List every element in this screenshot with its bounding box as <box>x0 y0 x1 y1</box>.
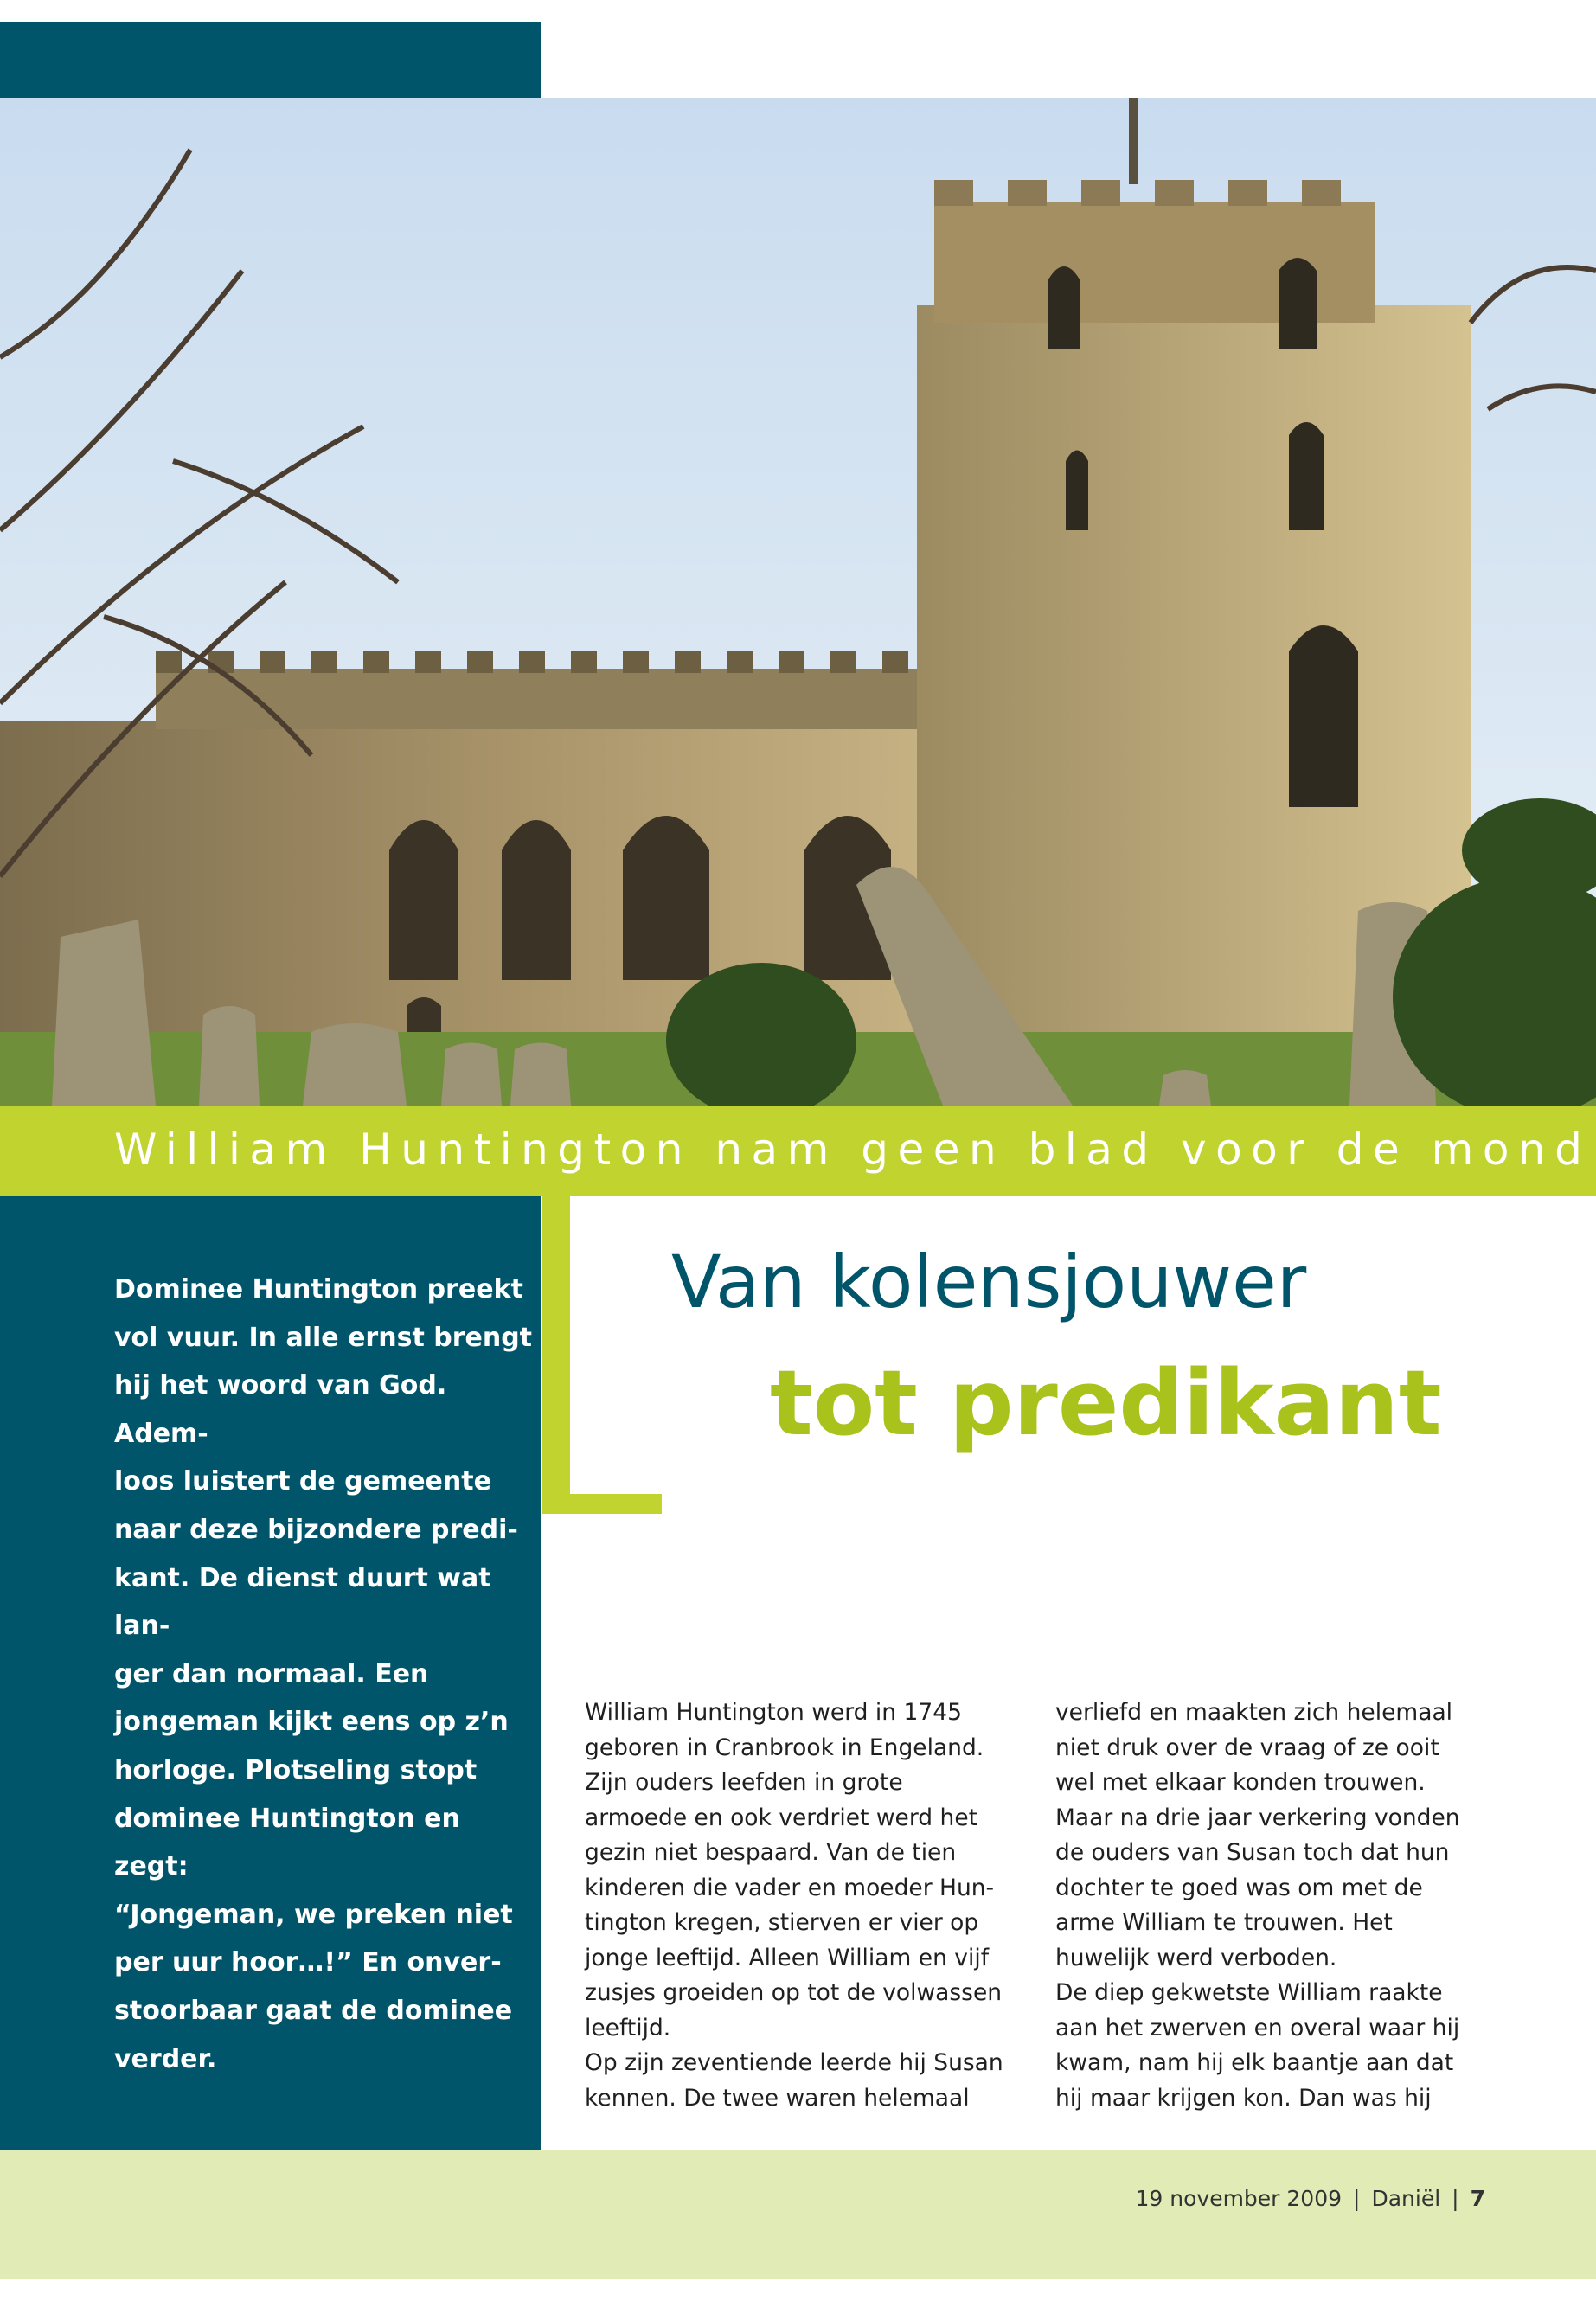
folio <box>1136 2186 1486 2211</box>
body-line: leeftijd. <box>585 2014 671 2041</box>
body-line: tington kregen, stierven er vier op <box>585 1909 979 1936</box>
body-line: niet druk over de vraag of ze ooit <box>1055 1734 1439 1761</box>
body-line: kinderen die vader en moeder Hun- <box>585 1874 995 1901</box>
folio-separator: | <box>1452 2186 1459 2211</box>
intro-line: per uur hoor…!” En onver- <box>114 1947 502 1978</box>
intro-text <box>114 1266 538 2083</box>
body-line: Op zijn zeventiende leerde hij Susan <box>585 2049 1003 2076</box>
body-line: dochter te goed was om met de <box>1055 1874 1423 1901</box>
body-column-2 <box>1055 1695 1488 2116</box>
intro-line: naar deze bijzondere predi- <box>114 1514 518 1545</box>
intro-line: stoorbaar gaat de dominee <box>114 1995 513 2026</box>
body-line: arme William te trouwen. Het <box>1055 1909 1393 1936</box>
body-line: De diep gekwetste William raakte <box>1055 1979 1443 2006</box>
body-line: kennen. De twee waren helemaal <box>585 2084 970 2112</box>
intro-line: ger dan normaal. Een <box>114 1658 429 1689</box>
publication-name: Daniël <box>1371 2186 1441 2211</box>
body-line: Maar na drie jaar verkering vonden <box>1055 1804 1460 1831</box>
kicker-banner <box>0 1106 1596 1196</box>
body-line: armoede en ook verdriet werd het <box>585 1804 978 1831</box>
body-line: Zijn ouders leefden in grote <box>585 1769 903 1796</box>
intro-line: kant. De dienst duurt wat lan- <box>114 1562 491 1642</box>
headline-line-2: tot predikant <box>770 1350 1442 1456</box>
church-photo <box>0 98 1596 1106</box>
issue-date: 19 november 2009 <box>1135 2186 1343 2211</box>
body-line: hij maar krijgen kon. Dan was hij <box>1055 2084 1432 2112</box>
intro-line: vol vuur. In alle ernst brengt <box>114 1322 533 1353</box>
body-line: William Huntington werd in 1745 <box>585 1699 962 1726</box>
body-line: zusjes groeiden op tot de volwassen <box>585 1979 1003 2006</box>
body-line: kwam, nam hij elk baantje aan dat <box>1055 2049 1454 2076</box>
body-line: huwelijk werd verboden. <box>1055 1944 1337 1971</box>
body-line: verliefd en maakten zich helemaal <box>1055 1699 1453 1726</box>
page-number: 7 <box>1470 2186 1485 2211</box>
intro-line: hij het woord van God. Adem- <box>114 1370 447 1449</box>
body-line: gezin niet bespaard. Van de tien <box>585 1839 957 1866</box>
intro-line: Dominee Huntington preekt <box>114 1274 523 1304</box>
body-line: de ouders van Susan toch dat hun <box>1055 1839 1450 1866</box>
title-bracket-vertical <box>542 1196 570 1514</box>
body-column-1 <box>585 1695 1017 2116</box>
body-line: aan het zwerven en overal waar hij <box>1055 2014 1460 2041</box>
intro-line: loos luistert de gemeente <box>114 1466 491 1497</box>
intro-line: dominee Huntington en zegt: <box>114 1803 460 1882</box>
body-line: jonge leeftijd. Alleen William en vijf <box>585 1944 990 1971</box>
header-color-tab <box>0 22 541 98</box>
kicker-text: William Huntington nam geen blad voor de mond <box>114 1125 1592 1175</box>
page-footer <box>0 2150 1596 2279</box>
body-line: wel met elkaar konden trouwen. <box>1055 1769 1426 1796</box>
folio-separator: | <box>1353 2186 1361 2211</box>
intro-line: jongeman kijkt eens op z’n <box>114 1707 509 1738</box>
headline-line-1: Van kolensjouwer <box>671 1240 1307 1324</box>
intro-line: verder. <box>114 2043 217 2074</box>
intro-line: “Jongeman, we preken niet <box>114 1899 513 1930</box>
intro-line: horloge. Plotseling stopt <box>114 1754 478 1785</box>
title-bracket-horizontal <box>542 1494 662 1514</box>
body-line: geboren in Cranbrook in Engeland. <box>585 1734 984 1761</box>
